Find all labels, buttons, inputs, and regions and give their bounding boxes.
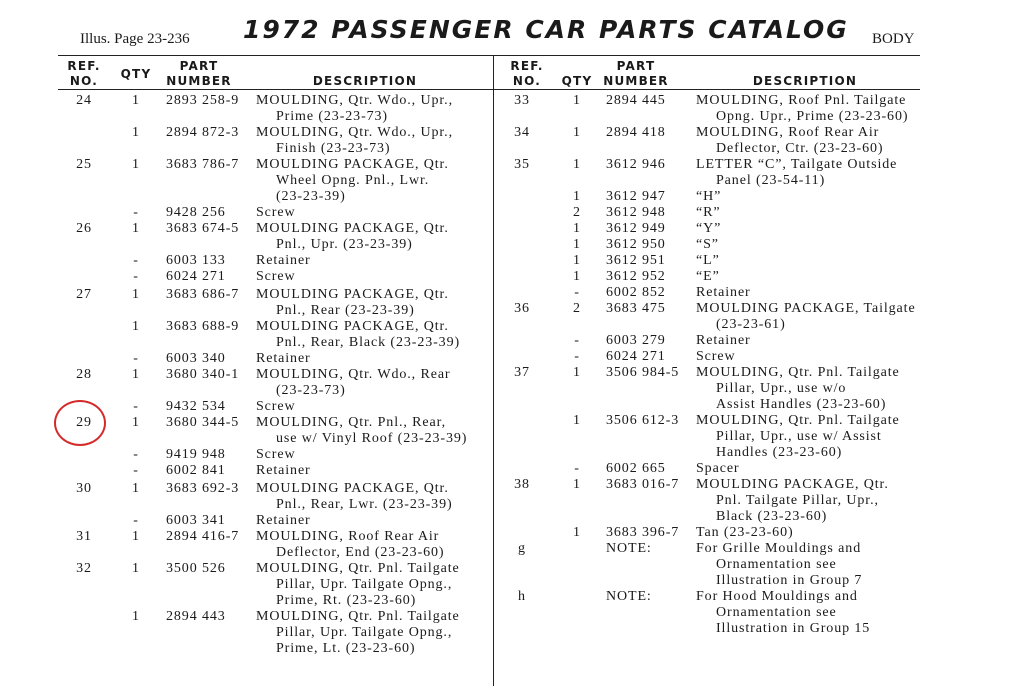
- description-continuation: Deflector, Ctr. (23-23-60): [716, 141, 884, 156]
- ref-number: 35: [514, 157, 530, 172]
- page-title: 1972 PASSENGER CAR PARTS CATALOG: [243, 15, 849, 44]
- description-line: MOULDING, Roof Rear Air: [696, 125, 880, 140]
- description-continuation: Ornamentation see: [716, 557, 837, 572]
- part-number: 3612 951: [606, 253, 666, 268]
- right-col-qty-header: QTY: [561, 74, 593, 88]
- description-line: MOULDING, Qtr. Pnl. Tailgate: [256, 609, 460, 624]
- part-number: 3500 526: [166, 561, 226, 576]
- part-number: 6024 271: [166, 269, 226, 284]
- description-line: MOULDING PACKAGE, Qtr.: [256, 319, 449, 334]
- quantity: 1: [573, 477, 581, 492]
- description-line: Retainer: [696, 333, 751, 348]
- description-line: Screw: [256, 205, 296, 220]
- description-continuation: Deflector, End (23-23-60): [276, 545, 445, 560]
- quantity: 1: [573, 157, 581, 172]
- description-continuation: Wheel Opng. Pnl., Lwr.: [276, 173, 430, 188]
- description-line: MOULDING PACKAGE, Qtr.: [256, 157, 449, 172]
- description-continuation: Pnl., Rear, Lwr. (23-23-39): [276, 497, 453, 512]
- quantity: 1: [132, 319, 140, 334]
- col-ref-line2: NO.: [512, 74, 542, 88]
- description-line: MOULDING, Roof Rear Air: [256, 529, 440, 544]
- ref-number: 24: [76, 93, 92, 108]
- description-continuation: Handles (23-23-60): [716, 445, 843, 460]
- description-continuation: Pillar, Upr., use w/o: [716, 381, 847, 396]
- ref-number: 36: [514, 301, 530, 316]
- description-continuation: Prime (23-23-73): [276, 109, 388, 124]
- description-continuation: Illustration in Group 15: [716, 621, 871, 636]
- description-line: Retainer: [256, 463, 311, 478]
- quantity: -: [133, 269, 139, 284]
- description-line: Screw: [256, 447, 296, 462]
- ref-number: 37: [514, 365, 530, 380]
- description-line: MOULDING, Qtr. Wdo., Upr.,: [256, 125, 453, 140]
- part-number: 3612 948: [606, 205, 666, 220]
- quantity: 1: [132, 287, 140, 302]
- part-number: 6003 133: [166, 253, 226, 268]
- description-line: MOULDING, Qtr. Pnl. Tailgate: [696, 413, 900, 428]
- description-line: “H”: [696, 189, 722, 204]
- part-number: 9419 948: [166, 447, 226, 462]
- part-number: 2893 258-9: [166, 93, 240, 108]
- quantity: -: [133, 253, 139, 268]
- description-continuation: Pillar, Upr. Tailgate Opng.,: [276, 577, 453, 592]
- description-continuation: Pnl. Tailgate Pillar, Upr.,: [716, 493, 879, 508]
- quantity: 1: [573, 189, 581, 204]
- description-continuation: Finish (23-23-73): [276, 141, 391, 156]
- quantity: -: [574, 349, 580, 364]
- quantity: 1: [573, 253, 581, 268]
- description-line: “Y”: [696, 221, 722, 236]
- part-number: NOTE:: [606, 541, 652, 556]
- part-number: 3683 686-7: [166, 287, 240, 302]
- quantity: 1: [573, 237, 581, 252]
- description-line: Retainer: [256, 253, 311, 268]
- part-number: 3683 475: [606, 301, 666, 316]
- quantity: -: [133, 399, 139, 414]
- left-col-ref-header: [62, 59, 106, 89]
- quantity: -: [133, 463, 139, 478]
- part-number: 2894 416-7: [166, 529, 240, 544]
- quantity: 1: [132, 157, 140, 172]
- header-rule-bottom: [58, 89, 920, 90]
- ref-number: 33: [514, 93, 530, 108]
- col-part-line2: NUMBER: [603, 74, 669, 88]
- description-line: “R”: [696, 205, 721, 220]
- description-line: MOULDING, Qtr. Pnl., Rear,: [256, 415, 447, 430]
- part-number: 2894 418: [606, 125, 666, 140]
- quantity: 2: [573, 205, 581, 220]
- col-part-line1: PART: [179, 59, 219, 73]
- description-line: MOULDING PACKAGE, Qtr.: [696, 477, 889, 492]
- description-continuation: Prime, Lt. (23-23-60): [276, 641, 416, 656]
- description-continuation: use w/ Vinyl Roof (23-23-39): [276, 431, 468, 446]
- quantity: 1: [573, 525, 581, 540]
- description-continuation: Assist Handles (23-23-60): [716, 397, 887, 412]
- part-number: 3683 674-5: [166, 221, 240, 236]
- quantity: -: [133, 205, 139, 220]
- quantity: 1: [132, 481, 140, 496]
- col-part-line1: PART: [616, 59, 656, 73]
- ref-number: 27: [76, 287, 92, 302]
- quantity: 1: [573, 125, 581, 140]
- part-number: 3683 786-7: [166, 157, 240, 172]
- quantity: -: [574, 285, 580, 300]
- part-number: 6024 271: [606, 349, 666, 364]
- right-col-desc-header: DESCRIPTION: [752, 74, 858, 88]
- header-rule-top: [58, 55, 920, 56]
- part-number: NOTE:: [606, 589, 652, 604]
- part-number: 9428 256: [166, 205, 226, 220]
- quantity: 1: [132, 529, 140, 544]
- part-number: 3506 984-5: [606, 365, 680, 380]
- description-line: Screw: [256, 269, 296, 284]
- description-line: MOULDING PACKAGE, Qtr.: [256, 481, 449, 496]
- part-number: 3612 947: [606, 189, 666, 204]
- description-line: Screw: [696, 349, 736, 364]
- ref-number: 31: [76, 529, 92, 544]
- description-line: Retainer: [256, 351, 311, 366]
- description-line: “S”: [696, 237, 719, 252]
- description-continuation: Panel (23-54-11): [716, 173, 826, 188]
- quantity: 1: [132, 415, 140, 430]
- description-continuation: Pnl., Rear, Black (23-23-39): [276, 335, 461, 350]
- description-continuation: Prime, Rt. (23-23-60): [276, 593, 417, 608]
- quantity: 2: [573, 301, 581, 316]
- description-line: MOULDING, Qtr. Wdo., Upr.,: [256, 93, 453, 108]
- part-number: 3680 340-1: [166, 367, 240, 382]
- right-col-part-header: [600, 59, 672, 89]
- part-number: 3683 688-9: [166, 319, 240, 334]
- quantity: 1: [132, 367, 140, 382]
- quantity: 1: [573, 413, 581, 428]
- description-continuation: (23-23-61): [716, 317, 786, 332]
- description-continuation: Pillar, Upr., use w/ Assist: [716, 429, 882, 444]
- description-line: Tan (23-23-60): [696, 525, 794, 540]
- part-number: 3683 016-7: [606, 477, 680, 492]
- description-line: Screw: [256, 399, 296, 414]
- part-number: 3506 612-3: [606, 413, 680, 428]
- description-continuation: Pnl., Upr. (23-23-39): [276, 237, 413, 252]
- quantity: 1: [132, 125, 140, 140]
- col-ref-line2: NO.: [69, 74, 99, 88]
- ref-number: 25: [76, 157, 92, 172]
- part-number: 3683 692-3: [166, 481, 240, 496]
- part-number: 6002 841: [166, 463, 226, 478]
- description-line: Retainer: [256, 513, 311, 528]
- description-line: MOULDING, Roof Pnl. Tailgate: [696, 93, 907, 108]
- description-line: MOULDING, Qtr. Wdo., Rear: [256, 367, 451, 382]
- quantity: 1: [132, 221, 140, 236]
- part-number: 3612 952: [606, 269, 666, 284]
- description-line: MOULDING PACKAGE, Qtr.: [256, 221, 449, 236]
- description-continuation: (23-23-39): [276, 189, 346, 204]
- description-line: Spacer: [696, 461, 740, 476]
- col-part-line2: NUMBER: [166, 74, 232, 88]
- quantity: -: [574, 333, 580, 348]
- part-number: 6002 665: [606, 461, 666, 476]
- part-number: 3612 950: [606, 237, 666, 252]
- part-number: 6003 341: [166, 513, 226, 528]
- ref-number: 34: [514, 125, 530, 140]
- description-line: MOULDING, Qtr. Pnl. Tailgate: [696, 365, 900, 380]
- description-line: For Grille Mouldings and: [696, 541, 862, 556]
- description-line: MOULDING, Qtr. Pnl. Tailgate: [256, 561, 460, 576]
- part-number: 6003 279: [606, 333, 666, 348]
- left-col-desc-header: DESCRIPTION: [312, 74, 418, 88]
- description-line: MOULDING PACKAGE, Qtr.: [256, 287, 449, 302]
- description-continuation: Opng. Upr., Prime (23-23-60): [716, 109, 909, 124]
- part-number: 3683 396-7: [606, 525, 680, 540]
- col-ref-line1: REF.: [510, 59, 544, 73]
- quantity: -: [133, 351, 139, 366]
- section-label: BODY: [872, 31, 915, 47]
- ref-number: 30: [76, 481, 92, 496]
- ref-number: 38: [514, 477, 530, 492]
- ref-number: 29: [76, 415, 92, 430]
- quantity: 1: [132, 609, 140, 624]
- description-line: LETTER “C”, Tailgate Outside: [696, 157, 898, 172]
- right-col-ref-header: [505, 59, 549, 89]
- red-circle-annotation: [54, 400, 106, 446]
- description-line: For Hood Mouldings and: [696, 589, 858, 604]
- col-ref-line1: REF.: [67, 59, 101, 73]
- quantity: 1: [573, 365, 581, 380]
- quantity: 1: [132, 93, 140, 108]
- illustration-page-ref: Illus. Page 23-236: [80, 31, 190, 47]
- description-continuation: Ornamentation see: [716, 605, 837, 620]
- quantity: -: [133, 513, 139, 528]
- description-continuation: Black (23-23-60): [716, 509, 828, 524]
- part-number: 3612 946: [606, 157, 666, 172]
- quantity: -: [133, 447, 139, 462]
- description-continuation: (23-23-73): [276, 383, 346, 398]
- quantity: 1: [573, 269, 581, 284]
- part-number: 6003 340: [166, 351, 226, 366]
- part-number: 2894 872-3: [166, 125, 240, 140]
- part-number: 3612 949: [606, 221, 666, 236]
- description-line: Retainer: [696, 285, 751, 300]
- description-line: “L”: [696, 253, 720, 268]
- left-col-qty-header: QTY: [120, 67, 152, 81]
- left-col-part-header: [163, 59, 235, 89]
- quantity: 1: [573, 93, 581, 108]
- part-number: 2894 445: [606, 93, 666, 108]
- description-line: “E”: [696, 269, 720, 284]
- description-continuation: Illustration in Group 7: [716, 573, 863, 588]
- ref-number: 32: [76, 561, 92, 576]
- ref-number: g: [518, 541, 526, 556]
- column-divider: [493, 55, 494, 686]
- quantity: 1: [573, 221, 581, 236]
- quantity: 1: [132, 561, 140, 576]
- description-continuation: Pillar, Upr. Tailgate Opng.,: [276, 625, 453, 640]
- description-continuation: Pnl., Rear (23-23-39): [276, 303, 415, 318]
- part-number: 9432 534: [166, 399, 226, 414]
- ref-number: 28: [76, 367, 92, 382]
- part-number: 3680 344-5: [166, 415, 240, 430]
- part-number: 6002 852: [606, 285, 666, 300]
- quantity: -: [574, 461, 580, 476]
- ref-number: 26: [76, 221, 92, 236]
- description-line: MOULDING PACKAGE, Tailgate: [696, 301, 916, 316]
- part-number: 2894 443: [166, 609, 226, 624]
- ref-number: h: [518, 589, 526, 604]
